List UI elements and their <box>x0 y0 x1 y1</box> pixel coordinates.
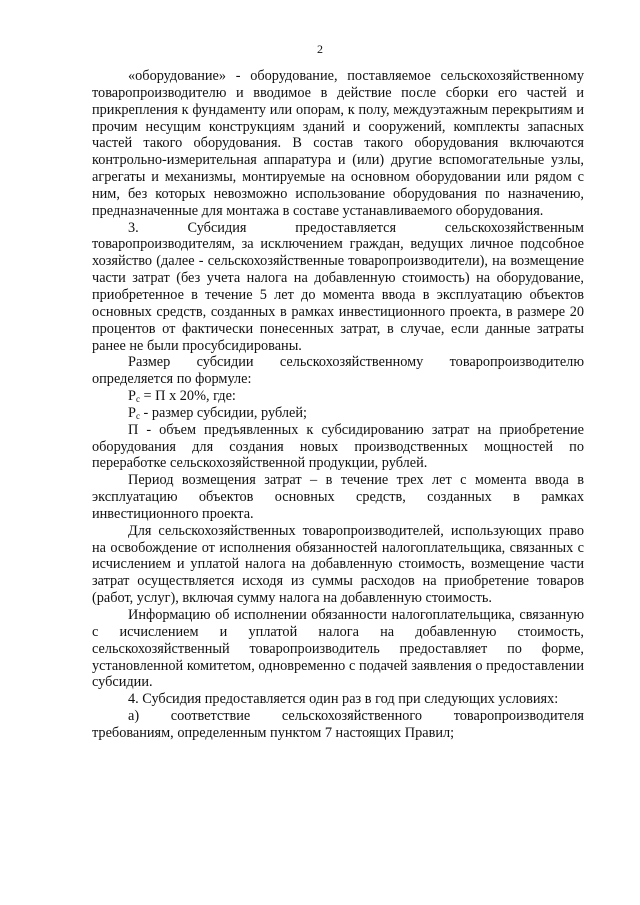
paragraph-subsidy-amount: Размер субсидии сельскохозяйственному товаропроизводителю определяется по формуле: <box>92 354 584 388</box>
paragraph-taxpayer-info: Информацию об исполнении обязанности налогоплательщика, связанную с исчислением и уплатой налога на добавленную стоимость, сельскохозяйственный товаропроизводитель предоставляет по форме, установленной комитетом, одновременно с подачей заявления о предоставлении субсидии. <box>92 607 584 691</box>
definition-symbol: P <box>128 404 136 421</box>
paragraph-clause-3: 3. Субсидия предоставляется сельскохозяйственным товаропроизводителям, за исключением граждан, ведущих личное подсобное хозяйство (далее - сельскохозяйственные товаропроизводители), на возмещение части затрат (без учета налога на добавленную стоимость) на оборудование, приобретенное в течение 5 лет до момента ввода в эксплуатацию объектов основных средств, созданных в рамках инвестиционного проекта, в размере 20 процентов от фактически понесенных затрат, в случае, если данные затраты ранее не были просубсидированы. <box>92 219 584 354</box>
paragraph-equipment-definition: «оборудование» - оборудование, поставляемое сельскохозяйственному товаропроизводителю и вводимое в действие после сборки его частей и прикрепления к фундаменту или опорам, к полу, междуэтажным перекрытиям и прочим несущим конструкциям зданий и сооружений, комплекты запасных частей такого оборудования. В состав такого оборудования включаются контрольно-измерительная аппаратура и (или) другие вспомогательные узлы, агрегаты и механизмы, монтируемые на основном оборудовании или рядом с ним, без которых невозможно использование оборудования по назначению, предназначенные для монтажа в составе устанавливаемого оборудования. <box>92 68 584 219</box>
formula-definition-p: П - объем предъявленных к субсидированию затрат на приобретение оборудования для создания новых производственных мощностей по переработке сельскохозяйственной продукции, рублей. <box>92 421 584 472</box>
paragraph-clause-4: 4. Субсидия предоставляется один раз в год при следующих условиях: <box>128 691 559 708</box>
document-body <box>92 68 584 742</box>
formula-symbol: P <box>128 388 136 405</box>
formula-expression: = П х 20%, где: <box>139 388 236 405</box>
subsidy-formula <box>92 388 584 405</box>
paragraph-vat-exempt: Для сельскохозяйственных товаропроизводителей, использующих право на освобождение от исполнения обязанностей налогоплательщика, связанных с исчислением и уплатой налога на добавленную стоимость, возмещение части затрат осуществляется исходя из суммы расходов на приобретение товаров (работ, услуг), включая сумму налога на добавленную стоимость. <box>92 522 584 607</box>
paragraph-reimbursement-period: Период возмещения затрат – в течение трех лет с момента ввода в эксплуатацию объектов основных средств, созданных в рамках инвестиционного проекта. <box>92 472 584 522</box>
formula-subscript: c <box>135 394 140 405</box>
definition-subscript: c <box>135 410 140 421</box>
page-number: 2 <box>317 42 323 56</box>
formula-definition-pc <box>92 405 584 422</box>
paragraph-condition-a: а) соответствие сельскохозяйственного товаропроизводителя требованиям, определенным пунктом 7 настоящих Правил; <box>92 708 584 741</box>
definition-text: - размер субсидии, рублей; <box>139 404 307 421</box>
